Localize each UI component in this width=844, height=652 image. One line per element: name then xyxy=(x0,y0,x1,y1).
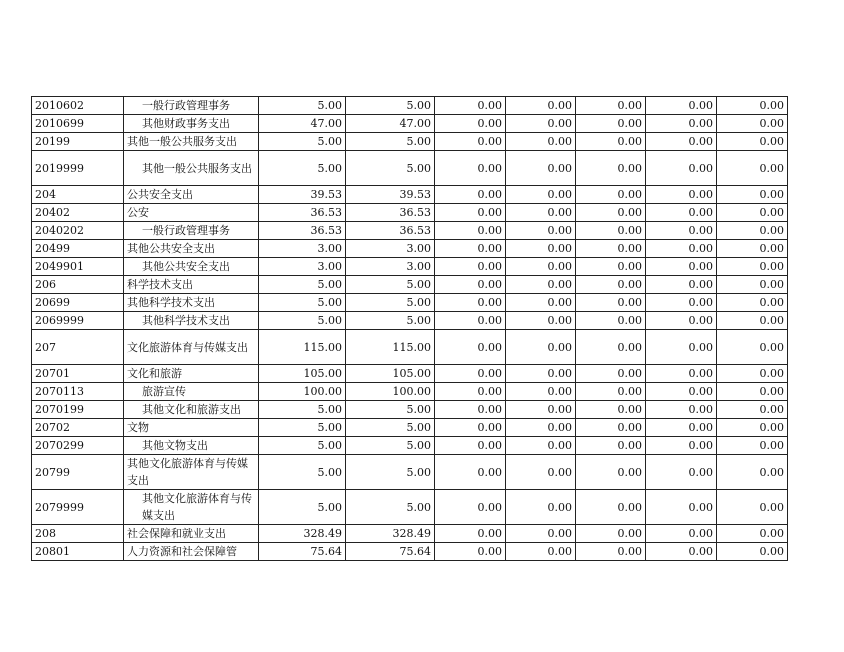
amount-cell: 36.53 xyxy=(346,222,435,240)
amount-cell: 0.00 xyxy=(506,330,576,365)
amount-cell: 0.00 xyxy=(435,222,506,240)
amount-cell: 5.00 xyxy=(346,490,435,525)
amount-cell: 0.00 xyxy=(646,525,717,543)
subject-name-cell: 旅游宣传 xyxy=(124,383,259,401)
amount-cell: 0.00 xyxy=(576,115,646,133)
amount-cell: 5.00 xyxy=(259,133,346,151)
amount-cell: 0.00 xyxy=(506,312,576,330)
amount-cell: 39.53 xyxy=(259,186,346,204)
table-row xyxy=(32,258,788,276)
amount-cell: 47.00 xyxy=(346,115,435,133)
amount-cell: 100.00 xyxy=(346,383,435,401)
amount-cell: 5.00 xyxy=(346,133,435,151)
amount-cell: 0.00 xyxy=(506,115,576,133)
amount-cell: 0.00 xyxy=(506,455,576,490)
amount-cell: 5.00 xyxy=(259,401,346,419)
amount-cell: 0.00 xyxy=(506,222,576,240)
amount-cell: 5.00 xyxy=(346,455,435,490)
table-row xyxy=(32,455,788,490)
amount-cell: 0.00 xyxy=(646,97,717,115)
amount-cell: 0.00 xyxy=(576,455,646,490)
amount-cell: 0.00 xyxy=(435,383,506,401)
table-row xyxy=(32,240,788,258)
subject-name-cell: 其他科学技术支出 xyxy=(124,294,259,312)
amount-cell: 0.00 xyxy=(576,258,646,276)
amount-cell: 0.00 xyxy=(435,186,506,204)
subject-name-cell: 人力资源和社会保障管 xyxy=(124,543,259,561)
amount-cell: 328.49 xyxy=(259,525,346,543)
amount-cell: 75.64 xyxy=(259,543,346,561)
amount-cell: 3.00 xyxy=(259,258,346,276)
amount-cell: 0.00 xyxy=(576,133,646,151)
amount-cell: 0.00 xyxy=(576,204,646,222)
table-row xyxy=(32,490,788,525)
subject-code-cell: 2070299 xyxy=(32,437,124,455)
amount-cell: 0.00 xyxy=(717,437,788,455)
amount-cell: 0.00 xyxy=(435,312,506,330)
subject-name-cell: 科学技术支出 xyxy=(124,276,259,294)
amount-cell: 5.00 xyxy=(259,294,346,312)
table-row xyxy=(32,294,788,312)
amount-cell: 0.00 xyxy=(717,330,788,365)
amount-cell: 0.00 xyxy=(717,294,788,312)
amount-cell: 0.00 xyxy=(506,133,576,151)
amount-cell: 0.00 xyxy=(717,455,788,490)
table-row xyxy=(32,276,788,294)
amount-cell: 5.00 xyxy=(259,490,346,525)
amount-cell: 0.00 xyxy=(646,240,717,258)
amount-cell: 0.00 xyxy=(506,365,576,383)
subject-name-cell: 文化旅游体育与传媒支出 xyxy=(124,330,259,365)
amount-cell: 0.00 xyxy=(506,543,576,561)
amount-cell: 0.00 xyxy=(646,133,717,151)
amount-cell: 0.00 xyxy=(717,204,788,222)
table-row xyxy=(32,312,788,330)
table-row xyxy=(32,365,788,383)
subject-code-cell: 2040202 xyxy=(32,222,124,240)
subject-code-cell: 2010699 xyxy=(32,115,124,133)
amount-cell: 5.00 xyxy=(259,419,346,437)
subject-name-cell: 一般行政管理事务 xyxy=(124,222,259,240)
amount-cell: 0.00 xyxy=(435,97,506,115)
amount-cell: 0.00 xyxy=(646,222,717,240)
table-row xyxy=(32,97,788,115)
amount-cell: 0.00 xyxy=(506,401,576,419)
amount-cell: 0.00 xyxy=(576,383,646,401)
table-row xyxy=(32,330,788,365)
subject-name-cell: 公共安全支出 xyxy=(124,186,259,204)
subject-name-cell: 其他一般公共服务支出 xyxy=(124,133,259,151)
amount-cell: 0.00 xyxy=(717,258,788,276)
amount-cell: 0.00 xyxy=(717,525,788,543)
amount-cell: 0.00 xyxy=(576,525,646,543)
amount-cell: 0.00 xyxy=(717,133,788,151)
amount-cell: 0.00 xyxy=(576,294,646,312)
table-row xyxy=(32,437,788,455)
amount-cell: 0.00 xyxy=(435,365,506,383)
amount-cell: 0.00 xyxy=(717,543,788,561)
amount-cell: 0.00 xyxy=(646,276,717,294)
subject-code-cell: 2019999 xyxy=(32,151,124,186)
amount-cell: 0.00 xyxy=(506,294,576,312)
amount-cell: 0.00 xyxy=(717,151,788,186)
amount-cell: 0.00 xyxy=(435,455,506,490)
subject-name-cell: 文化和旅游 xyxy=(124,365,259,383)
amount-cell: 0.00 xyxy=(506,419,576,437)
subject-code-cell: 20801 xyxy=(32,543,124,561)
amount-cell: 0.00 xyxy=(576,97,646,115)
amount-cell: 0.00 xyxy=(646,401,717,419)
subject-name-cell: 其他文化旅游体育与传媒支出 xyxy=(124,490,259,525)
amount-cell: 0.00 xyxy=(576,151,646,186)
subject-code-cell: 207 xyxy=(32,330,124,365)
table-row xyxy=(32,419,788,437)
amount-cell: 0.00 xyxy=(576,543,646,561)
amount-cell: 0.00 xyxy=(435,276,506,294)
budget-table xyxy=(31,96,788,561)
amount-cell: 0.00 xyxy=(717,365,788,383)
amount-cell: 0.00 xyxy=(435,437,506,455)
subject-code-cell: 2070199 xyxy=(32,401,124,419)
amount-cell: 0.00 xyxy=(646,455,717,490)
amount-cell: 0.00 xyxy=(646,437,717,455)
table-row xyxy=(32,115,788,133)
subject-code-cell: 2079999 xyxy=(32,490,124,525)
amount-cell: 0.00 xyxy=(435,330,506,365)
amount-cell: 5.00 xyxy=(346,97,435,115)
amount-cell: 0.00 xyxy=(646,490,717,525)
amount-cell: 0.00 xyxy=(646,186,717,204)
amount-cell: 5.00 xyxy=(346,437,435,455)
amount-cell: 5.00 xyxy=(259,455,346,490)
table-row xyxy=(32,222,788,240)
amount-cell: 0.00 xyxy=(717,419,788,437)
subject-name-cell: 文物 xyxy=(124,419,259,437)
amount-cell: 0.00 xyxy=(646,312,717,330)
amount-cell: 0.00 xyxy=(435,525,506,543)
amount-cell: 105.00 xyxy=(259,365,346,383)
amount-cell: 328.49 xyxy=(346,525,435,543)
subject-code-cell: 208 xyxy=(32,525,124,543)
amount-cell: 3.00 xyxy=(346,240,435,258)
subject-name-cell: 其他公共安全支出 xyxy=(124,240,259,258)
amount-cell: 115.00 xyxy=(346,330,435,365)
table-row xyxy=(32,401,788,419)
subject-code-cell: 20402 xyxy=(32,204,124,222)
table-row xyxy=(32,543,788,561)
amount-cell: 0.00 xyxy=(646,543,717,561)
amount-cell: 3.00 xyxy=(259,240,346,258)
amount-cell: 0.00 xyxy=(506,383,576,401)
subject-code-cell: 2069999 xyxy=(32,312,124,330)
amount-cell: 0.00 xyxy=(506,151,576,186)
amount-cell: 5.00 xyxy=(346,401,435,419)
subject-name-cell: 其他科学技术支出 xyxy=(124,312,259,330)
amount-cell: 36.53 xyxy=(259,204,346,222)
subject-name-cell: 其他文化旅游体育与传媒支出 xyxy=(124,455,259,490)
subject-code-cell: 2010602 xyxy=(32,97,124,115)
amount-cell: 0.00 xyxy=(435,490,506,525)
table-body xyxy=(32,97,788,561)
amount-cell: 5.00 xyxy=(346,294,435,312)
amount-cell: 0.00 xyxy=(646,419,717,437)
table-row xyxy=(32,525,788,543)
amount-cell: 0.00 xyxy=(576,437,646,455)
subject-code-cell: 20701 xyxy=(32,365,124,383)
table-row xyxy=(32,133,788,151)
amount-cell: 0.00 xyxy=(717,490,788,525)
amount-cell: 0.00 xyxy=(435,240,506,258)
amount-cell: 0.00 xyxy=(646,115,717,133)
subject-name-cell: 其他文物支出 xyxy=(124,437,259,455)
amount-cell: 5.00 xyxy=(259,97,346,115)
amount-cell: 0.00 xyxy=(646,294,717,312)
amount-cell: 0.00 xyxy=(435,133,506,151)
amount-cell: 0.00 xyxy=(576,312,646,330)
amount-cell: 0.00 xyxy=(506,97,576,115)
amount-cell: 75.64 xyxy=(346,543,435,561)
table-row xyxy=(32,204,788,222)
table-row xyxy=(32,151,788,186)
amount-cell: 0.00 xyxy=(717,222,788,240)
subject-code-cell: 204 xyxy=(32,186,124,204)
amount-cell: 0.00 xyxy=(576,490,646,525)
amount-cell: 0.00 xyxy=(506,437,576,455)
amount-cell: 0.00 xyxy=(506,240,576,258)
amount-cell: 0.00 xyxy=(576,222,646,240)
amount-cell: 5.00 xyxy=(259,276,346,294)
subject-name-cell: 社会保障和就业支出 xyxy=(124,525,259,543)
amount-cell: 0.00 xyxy=(506,186,576,204)
amount-cell: 0.00 xyxy=(576,240,646,258)
amount-cell: 0.00 xyxy=(717,97,788,115)
amount-cell: 0.00 xyxy=(717,115,788,133)
amount-cell: 0.00 xyxy=(435,115,506,133)
amount-cell: 3.00 xyxy=(346,258,435,276)
amount-cell: 0.00 xyxy=(717,276,788,294)
amount-cell: 0.00 xyxy=(646,383,717,401)
amount-cell: 0.00 xyxy=(506,204,576,222)
subject-name-cell: 其他一般公共服务支出 xyxy=(124,151,259,186)
amount-cell: 0.00 xyxy=(435,401,506,419)
amount-cell: 5.00 xyxy=(259,151,346,186)
amount-cell: 0.00 xyxy=(435,151,506,186)
subject-code-cell: 20499 xyxy=(32,240,124,258)
amount-cell: 5.00 xyxy=(346,419,435,437)
table-row xyxy=(32,186,788,204)
amount-cell: 0.00 xyxy=(576,401,646,419)
amount-cell: 36.53 xyxy=(259,222,346,240)
subject-code-cell: 2070113 xyxy=(32,383,124,401)
amount-cell: 0.00 xyxy=(435,419,506,437)
amount-cell: 0.00 xyxy=(717,186,788,204)
amount-cell: 0.00 xyxy=(717,240,788,258)
amount-cell: 0.00 xyxy=(506,490,576,525)
amount-cell: 115.00 xyxy=(259,330,346,365)
subject-code-cell: 20199 xyxy=(32,133,124,151)
amount-cell: 0.00 xyxy=(435,204,506,222)
amount-cell: 0.00 xyxy=(506,258,576,276)
amount-cell: 0.00 xyxy=(646,330,717,365)
amount-cell: 100.00 xyxy=(259,383,346,401)
amount-cell: 5.00 xyxy=(346,151,435,186)
amount-cell: 0.00 xyxy=(576,276,646,294)
amount-cell: 0.00 xyxy=(576,365,646,383)
table-row xyxy=(32,383,788,401)
amount-cell: 0.00 xyxy=(435,543,506,561)
amount-cell: 0.00 xyxy=(646,204,717,222)
amount-cell: 5.00 xyxy=(259,312,346,330)
amount-cell: 5.00 xyxy=(346,312,435,330)
amount-cell: 39.53 xyxy=(346,186,435,204)
amount-cell: 0.00 xyxy=(576,419,646,437)
amount-cell: 5.00 xyxy=(259,437,346,455)
subject-code-cell: 20699 xyxy=(32,294,124,312)
subject-name-cell: 公安 xyxy=(124,204,259,222)
amount-cell: 0.00 xyxy=(717,401,788,419)
subject-name-cell: 其他文化和旅游支出 xyxy=(124,401,259,419)
subject-code-cell: 20702 xyxy=(32,419,124,437)
amount-cell: 5.00 xyxy=(346,276,435,294)
subject-name-cell: 其他财政事务支出 xyxy=(124,115,259,133)
amount-cell: 0.00 xyxy=(717,383,788,401)
subject-code-cell: 206 xyxy=(32,276,124,294)
amount-cell: 0.00 xyxy=(435,294,506,312)
amount-cell: 0.00 xyxy=(506,276,576,294)
amount-cell: 0.00 xyxy=(506,525,576,543)
amount-cell: 0.00 xyxy=(717,312,788,330)
amount-cell: 105.00 xyxy=(346,365,435,383)
subject-code-cell: 2049901 xyxy=(32,258,124,276)
amount-cell: 0.00 xyxy=(646,258,717,276)
subject-name-cell: 其他公共安全支出 xyxy=(124,258,259,276)
amount-cell: 0.00 xyxy=(646,365,717,383)
amount-cell: 0.00 xyxy=(576,186,646,204)
subject-name-cell: 一般行政管理事务 xyxy=(124,97,259,115)
amount-cell: 0.00 xyxy=(576,330,646,365)
amount-cell: 0.00 xyxy=(646,151,717,186)
amount-cell: 47.00 xyxy=(259,115,346,133)
amount-cell: 36.53 xyxy=(346,204,435,222)
subject-code-cell: 20799 xyxy=(32,455,124,490)
amount-cell: 0.00 xyxy=(435,258,506,276)
